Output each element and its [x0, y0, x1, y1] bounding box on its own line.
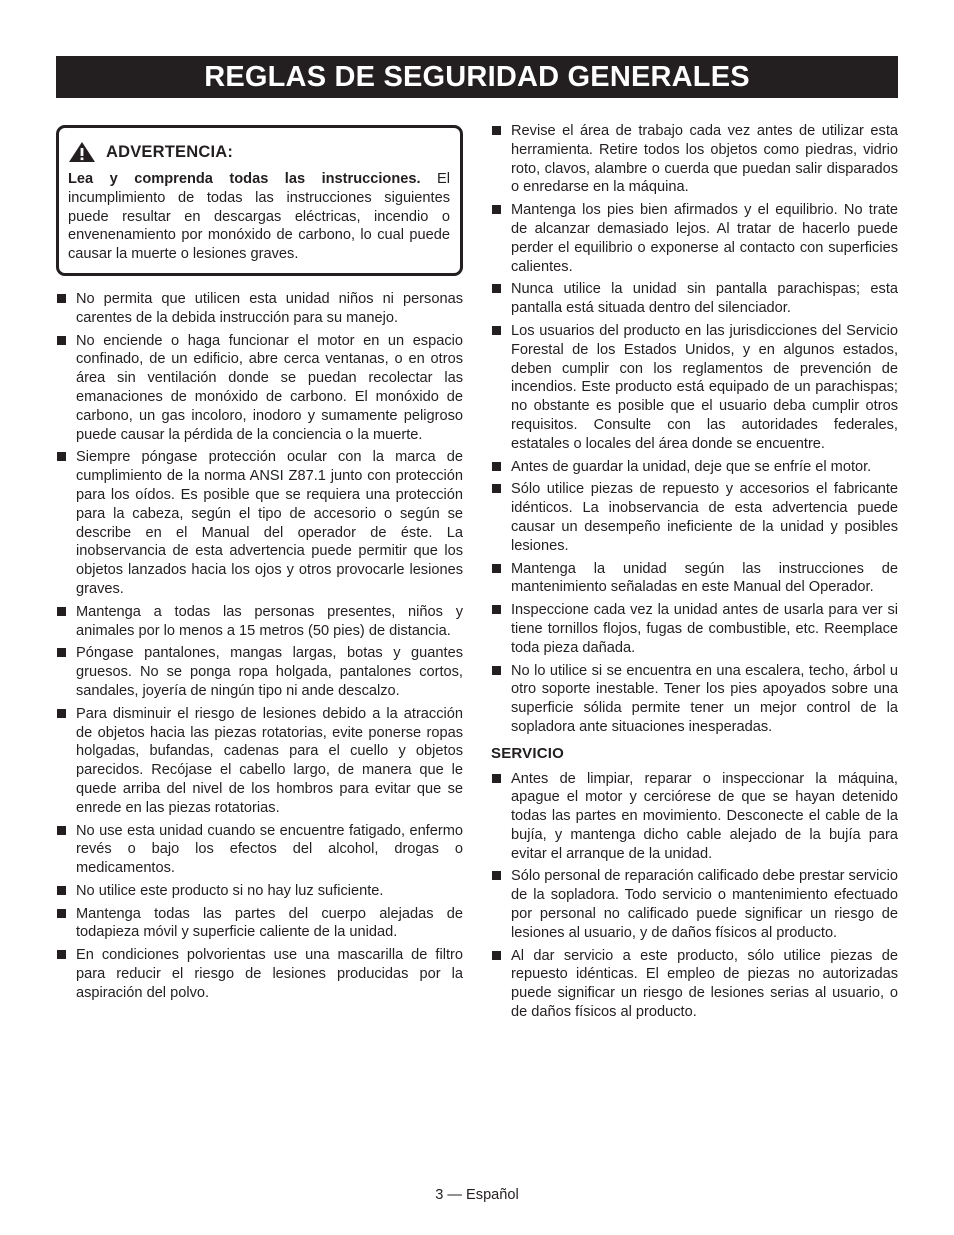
- list-item-text: Revise el área de trabajo cada vez antes de utilizar esta herramienta. Retire todos los objetos como piedras, vidrio roto, clavos, alambre o cuerda que puedan salir disparados o enredarse en la máquina.: [511, 123, 898, 196]
- list-item: [56, 905, 463, 943]
- list-item: [491, 947, 898, 1022]
- warning-triangle-icon: [68, 141, 96, 163]
- page-title: REGLAS DE SEGURIDAD GENERALES: [56, 56, 898, 98]
- list-item-text: No permita que utilicen esta unidad niños ni personas carentes de la debida instrucción para su manejo.: [76, 290, 463, 326]
- list-item-text: Los usuarios del producto en las jurisdicciones del Servicio Forestal de los Estados Unidos, y en algunos estados, deben cumplir con los reglamentos de prevención de incendios. Este producto está equipado de un parachispas; no obstante es posible que el usuario deba cumplir otros requisitos. Consulte con las autoridades federales, estatales o locales del área donde se encuentre.: [511, 322, 898, 452]
- list-item: [491, 560, 898, 598]
- list-item-text: Póngase pantalones, mangas largas, botas y guantes gruesos. No se ponga ropa holgada, pantalones cortos, sandales, joyería de ningún tipo ni ande descalzo.: [76, 645, 463, 699]
- warning-lead: Lea y comprenda todas las instrucciones.: [68, 171, 421, 187]
- list-item-text: Sólo personal de reparación calificado debe prestar servicio de la sopladora. Todo servicio o mantenimiento efectuado por personal no calificado puede significar un riesgo de lesiones al usuario, y de daños físicos al producto.: [511, 868, 898, 941]
- square-bullet-icon: [492, 126, 501, 135]
- list-item: [491, 122, 898, 197]
- list-item: [56, 332, 463, 445]
- list-item-text: Antes de guardar la unidad, deje que se enfríe el motor.: [511, 458, 872, 475]
- square-bullet-icon: [492, 326, 501, 335]
- list-item: [56, 822, 463, 878]
- left-bullet-list: [56, 290, 463, 1003]
- square-bullet-icon: [57, 648, 66, 657]
- square-bullet-icon: [492, 484, 501, 493]
- list-item: [491, 867, 898, 942]
- square-bullet-icon: [57, 294, 66, 303]
- list-item: [491, 201, 898, 276]
- page-footer: 3 — Español: [435, 1187, 519, 1203]
- square-bullet-icon: [492, 871, 501, 880]
- square-bullet-icon: [57, 826, 66, 835]
- list-item: [491, 458, 898, 477]
- list-item-text: No enciende o haga funcionar el motor en un espacio confinado, de un edificio, abre cerca ventanas, o en otros área sin ventilación donde se puedan recolectar las emanaciones de monóxido de carbono. El monóxido de carbono, un gas incoloro, inodoro y sumamente peligroso puede causar la pérdida de la conciencia o la muerte.: [76, 332, 463, 443]
- warning-header: [68, 141, 450, 163]
- square-bullet-icon: [492, 951, 501, 960]
- square-bullet-icon: [57, 886, 66, 895]
- list-item-text: Mantenga la unidad según las instrucciones de mantenimiento señaladas en este Manual del Operador.: [511, 560, 898, 596]
- square-bullet-icon: [492, 666, 501, 675]
- square-bullet-icon: [57, 607, 66, 616]
- square-bullet-icon: [492, 462, 501, 471]
- list-item: [56, 448, 463, 598]
- list-item-text: En condiciones polvorientas use una mascarilla de filtro para reducir el riesgo de lesiones producidas por la aspiración del polvo.: [76, 947, 463, 1001]
- list-item-text: Nunca utilice la unidad sin pantalla parachispas; esta pantalla está situada dentro del silenciador.: [511, 281, 898, 317]
- list-item-text: No use esta unidad cuando se encuentre fatigado, enfermo revés o bajo los efectos del alcohol, drogas o medicamentos.: [76, 822, 463, 877]
- list-item-text: Inspeccione cada vez la unidad antes de usarla para ver si tiene tornillos flojos, fugas de combustible, etc. Reemplace toda pieza dañada.: [511, 602, 898, 656]
- list-item: [491, 280, 898, 318]
- warning-title: ADVERTENCIA:: [106, 142, 234, 161]
- list-item: [56, 644, 463, 700]
- left-column: [56, 122, 463, 1007]
- list-item-text: Siempre póngase protección ocular con la marca de cumplimiento de la norma ANSI Z87.1 junto con protección para los oídos. Es posible que se requiera una protección para la cabeza, según el tipo de accesorio o según se describe en el Manual del operador de éste. La inobservancia de esta advertencia puede permitir que los objetos lanzados hacia los ojos y otros provocarle lesiones graves.: [76, 449, 463, 597]
- service-section-title: SERVICIO: [491, 744, 565, 762]
- list-item: [491, 601, 898, 657]
- warning-body: El incumplimiento de todas las instrucciones siguientes puede resultar en descargas eléctricas, incendio o envenenamiento por monóxido de carbono, lo cual puede causar la muerte o lesiones graves.: [68, 171, 450, 263]
- list-item: [491, 480, 898, 555]
- list-item: [56, 882, 463, 901]
- list-item-text: Mantenga los pies bien afirmados y el equilibrio. No trate de alcanzar demasiado lejos. Al tratar de hacerlo puede perder el equilibrio o exponerse al contacto con superficies calientes.: [511, 202, 898, 275]
- square-bullet-icon: [492, 205, 501, 214]
- list-item: [56, 705, 463, 818]
- list-item-text: Mantenga todas las partes del cuerpo alejadas de todapieza móvil y superficie caliente de la unidad.: [76, 905, 463, 941]
- square-bullet-icon: [57, 709, 66, 718]
- right-bullet-list: [491, 122, 898, 737]
- list-item-text: No utilice este producto si no hay luz suficiente.: [76, 882, 384, 899]
- square-bullet-icon: [57, 452, 66, 461]
- list-item-text: Sólo utilice piezas de repuesto y accesorios el fabricante idénticos. La inobservancia de esta advertencia puede causar un desempeño ineficiente de la unidad y posibles lesiones.: [511, 481, 898, 554]
- list-item: [56, 946, 463, 1002]
- square-bullet-icon: [57, 909, 66, 918]
- list-item: [491, 322, 898, 454]
- list-item-text: Mantenga a todas las personas presentes, niños y animales por lo menos a 15 metros (50 pies) de distancia.: [76, 603, 463, 639]
- list-item: [56, 603, 463, 641]
- warning-box: [56, 125, 463, 276]
- square-bullet-icon: [492, 605, 501, 614]
- list-item: [491, 662, 898, 737]
- list-item: [56, 290, 463, 328]
- list-item-text: Para disminuir el riesgo de lesiones debido a la atracción de objetos hacia las piezas rotatorias, evite ponerse ropas holgadas, bufandas, cadenas para el cuello y objetos parecidos. Recójase el cabello largo, de manera que le quede arriba del nivel de los hombros para evitar que se enrede en las piezas rotatorias.: [76, 705, 463, 816]
- list-item: [491, 770, 898, 864]
- list-item-text: Antes de limpiar, reparar o inspeccionar la máquina, apague el motor y cerciórese de que se hayan detenido todas las partes en movimiento. Desconecte el cable de la bujía, y mantenga dicho cable alejado de la bujía para evitar el arranque de la unidad.: [511, 770, 898, 862]
- square-bullet-icon: [57, 950, 66, 959]
- square-bullet-icon: [57, 336, 66, 345]
- warning-text: [68, 170, 450, 264]
- square-bullet-icon: [492, 564, 501, 573]
- square-bullet-icon: [492, 284, 501, 293]
- square-bullet-icon: [492, 774, 501, 783]
- service-bullet-list: [491, 770, 898, 1022]
- list-item-text: No lo utilice si se encuentra en una escalera, techo, árbol u otro soporte inestable. Tener los pies apoyados sobre una superficie sólida permite tener un mejor control de la sopladora ante situaciones inesperadas.: [511, 662, 898, 735]
- list-item-text: Al dar servicio a este producto, sólo utilice piezas de repuesto idénticas. El empleo de piezas no autorizadas puede significar un riesgo de lesiones serias al usuario, o de daños físicos al producto.: [511, 947, 898, 1021]
- right-column: [491, 122, 898, 1026]
